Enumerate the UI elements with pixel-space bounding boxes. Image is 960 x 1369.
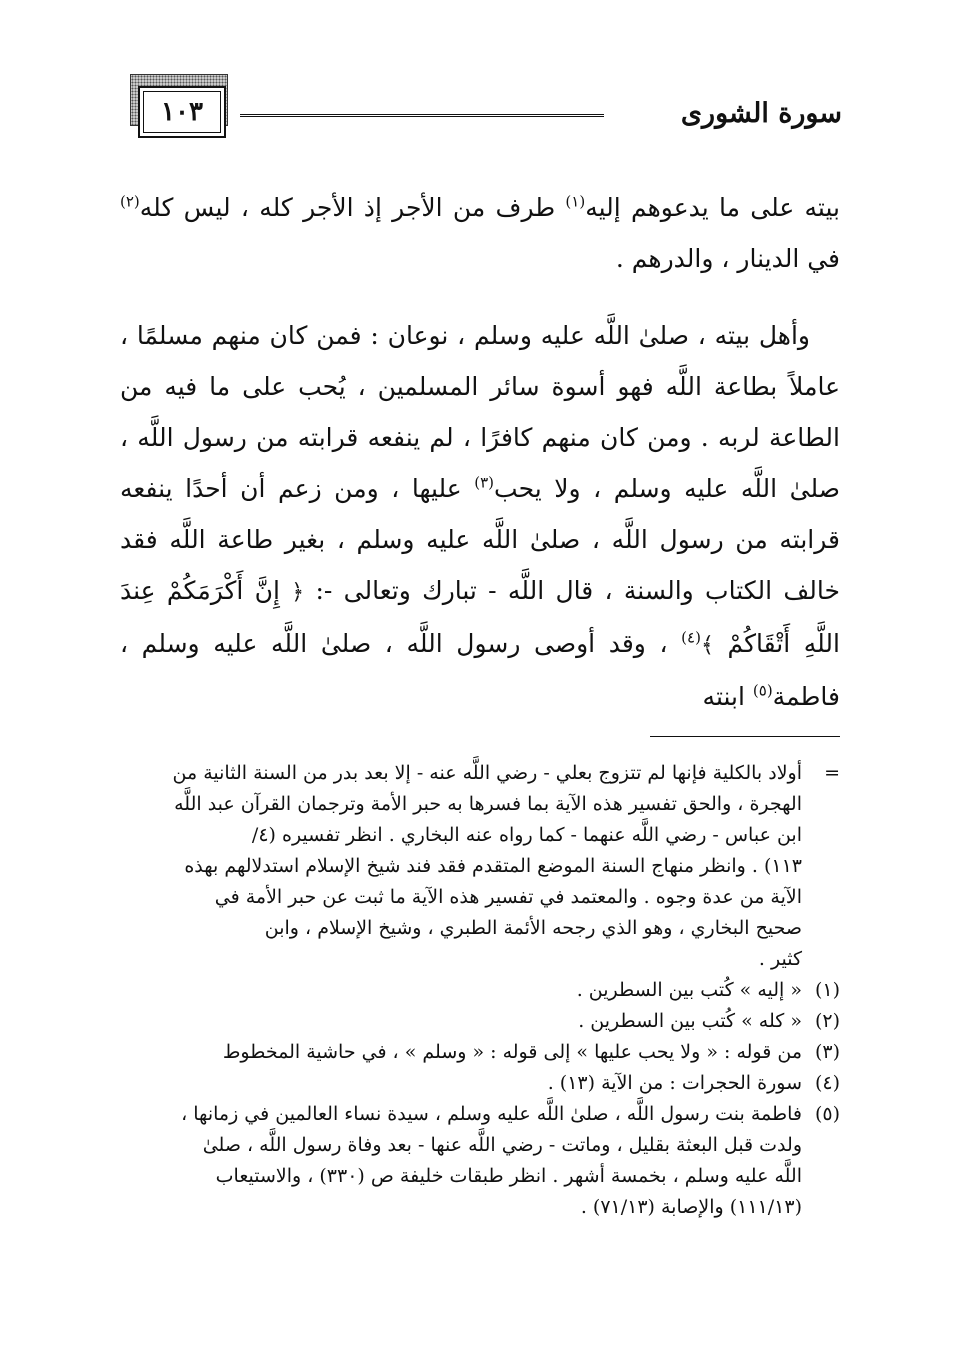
footnote-line: سورة الحجرات : من الآية (١٣) . (547, 1072, 802, 1094)
footnote-line: اللَّه عليه وسلم ، بخمسة أشهر . انظر طبقات خليفة ص (٣٣٠) ، والاستيعاب (215, 1165, 802, 1187)
footnote-4 (120, 1068, 840, 1099)
footnote-4-marker: (٤) (814, 1072, 840, 1094)
footnote-line: الهجرة ، والحق تفسير هذه الآية بما فسرها به حبر الأمة وترجمان القرآن عبد اللَّه (174, 793, 802, 815)
footnote-continued-marker: = (824, 762, 840, 784)
quran-open-bracket: ﴿ (291, 580, 305, 605)
surah-title: سورة الشورى (680, 98, 842, 129)
paragraph-1-text-c: في الدينار ، والدرهم . (615, 244, 840, 273)
body-text (120, 182, 840, 722)
paragraph-2-text-c: ، وقد أوصى رسول اللَّه ، صلىٰ اللَّه عليه وسلم ، فاطمة (120, 629, 840, 711)
paragraph-2-text-b: عليها ، ومن زعم أن أحدًا ينفعه قرابته من رسول اللَّه ، صلىٰ اللَّه عليه وسلم ، بغير طاعة اللَّه فقد خالف الكتاب والسنة ، قال اللَّه - تبارك وتعالى -: (120, 474, 840, 605)
footnote-ref-4[interactable]: (٤) (681, 628, 701, 647)
footnote-line: كثير . (758, 948, 802, 970)
paragraph-2-text-a: وأهل بيته ، صلىٰ اللَّه عليه وسلم ، نوعان : فمن كان منهم مسلمًا ، عاملاً بطاعة اللَّه فهو أسوة سائر المسلمين ، يُحب على ما فيه من الطاعة لربه . ومن كان منهم كافرًا ، لم ينفعه قرابته من رسول اللَّه ، صلىٰ اللَّه عليه وسلم ، ولا يحب (120, 321, 840, 503)
footnote-line: (١١١/١٣) والإصابة (٧١/١٣) . (580, 1196, 802, 1218)
paragraph-1-text-a: بيته على ما يدعوهم إليه (585, 193, 840, 222)
footnote-continued (120, 758, 840, 975)
footnote-2-marker: (٢) (814, 1010, 840, 1032)
footnote-line: « إليه » كُتب بين السطرين . (576, 979, 802, 1001)
header-rule (240, 114, 604, 117)
quran-verse: إِنَّ أَكْرَمَكُمْ عِندَ اللَّهِ أَتْقَاكُمْ (120, 576, 840, 658)
paragraph-2-text-d: ابنته (702, 682, 753, 711)
footnote-separator (650, 736, 840, 737)
footnote-line: « كله » كُتب بين السطرين . (578, 1010, 802, 1032)
footnote-line: ١١٣) . وانظر منهاج السنة الموضع المتقدم فقد فند شيخ الإسلام استدلالهم بهذه (184, 855, 802, 877)
footnote-ref-1[interactable]: (١) (565, 192, 586, 211)
paragraph-1 (120, 182, 840, 284)
footnote-ref-2[interactable]: (٢) (120, 192, 140, 211)
footnote-3-marker: (٣) (814, 1041, 840, 1063)
paragraph-2 (120, 310, 840, 722)
footnote-5 (120, 1099, 840, 1223)
footnote-line: أولاد بالكلية فإنها لم تتزوج بعلي - رضي اللَّه عنه - إلا بعد بدر من السنة الثانية من (172, 762, 802, 784)
quran-close-bracket: ﴾ (700, 633, 714, 658)
footnote-line: من قوله : « ولا يحب عليها » إلى قوله : « وسلم » ، في حاشية المخطوط (222, 1041, 802, 1063)
paragraph-1-text-b: طرف من الأجر إذ الأجر كله ، ليس كله (139, 193, 566, 222)
footnote-line: ولدت قبل البعثة بقليل ، وماتت - رضي اللَّه عنها - بعد وفاة رسول اللَّه ، صلىٰ (202, 1134, 802, 1156)
page-number: ١٠٣ (143, 91, 221, 133)
footnote-line: الآية من عدة وجوه . والمعتمد في تفسير هذه الآية ما ثبت عن حبر الأمة في (214, 886, 802, 908)
footnote-1 (120, 975, 840, 1006)
footnote-line: ابن عباس - رضي اللَّه عنهما - كما رواه عنه البخاري . انظر تفسيره (٤/ (251, 824, 802, 846)
footnote-1-marker: (١) (814, 979, 840, 1001)
footnote-line: صحيح البخاري ، وهو الذي رجحه الأئمة الطبري ، وشيخ الإسلام ، وابن (264, 917, 802, 939)
page-number-box (138, 86, 226, 138)
footnote-ref-3[interactable]: (٣) (474, 473, 495, 492)
footnote-3 (120, 1037, 840, 1068)
footnote-2 (120, 1006, 840, 1037)
footnotes (120, 758, 840, 1223)
footnote-line: فاطمة بنت رسول اللَّه ، صلىٰ اللَّه عليه وسلم ، سيدة نساء العالمين في زمانها ، (181, 1103, 802, 1125)
page-header (120, 70, 842, 158)
footnote-5-marker: (٥) (814, 1103, 840, 1125)
footnote-ref-5[interactable]: (٥) (752, 681, 773, 700)
